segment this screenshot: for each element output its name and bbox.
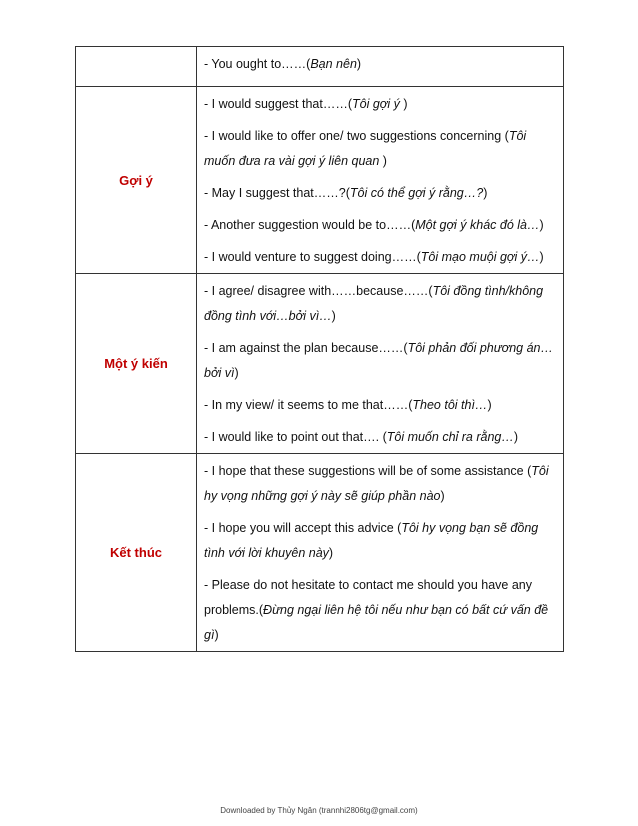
table-row — [76, 274, 564, 454]
phrase-end: ) — [331, 309, 336, 323]
phrase-en: - I would like to offer one/ two suggestions concerning ( — [204, 129, 509, 143]
phrase-end: ) — [483, 186, 488, 200]
phrase-vi: Tôi hy vọng bạn sẽ đồng tình với lời khuyên này — [204, 521, 539, 560]
phrase-end: ) — [379, 154, 387, 168]
row-content — [197, 454, 564, 652]
phrase-item — [204, 52, 555, 77]
row-content — [197, 87, 564, 274]
phrase-item — [204, 181, 555, 206]
phrase-vi: Tôi phản đối phương án…bởi vì — [204, 341, 554, 380]
phrase-item — [204, 213, 555, 238]
phrase-en: - Another suggestion would be to……( — [204, 218, 416, 232]
phrase-vi: Đừng ngại liên hệ tôi nếu như bạn có bất cứ vấn đề gì — [204, 603, 549, 642]
table-row — [76, 454, 564, 652]
table-row — [76, 47, 564, 87]
phrase-en: - I would suggest that……( — [204, 97, 352, 111]
phrase-vi: Tôi muốn chỉ ra rằng… — [386, 430, 514, 444]
phrase-item — [204, 459, 555, 509]
phrase-end: ) — [214, 628, 219, 642]
phrase-en: - I hope that these suggestions will be of some assistance ( — [204, 464, 532, 478]
row-label — [76, 47, 197, 87]
phrase-item — [204, 516, 555, 566]
phrase-item — [204, 573, 555, 648]
phrase-end: ) — [356, 57, 362, 71]
phrase-end: ) — [399, 97, 408, 111]
row-content — [197, 47, 564, 87]
phrase-item — [204, 124, 555, 174]
phrase-en: - I would venture to suggest doing……( — [204, 250, 421, 264]
phrase-item — [204, 336, 555, 386]
phrase-en: - I would like to point out that…. ( — [204, 430, 387, 444]
phrase-en: - I agree/ disagree with……because……( — [204, 284, 433, 298]
phrase-vi: Tôi gợi ý — [351, 97, 400, 111]
phrase-end: ) — [539, 250, 544, 264]
phrase-en: - May I suggest that……?( — [204, 186, 350, 200]
phrase-end: ) — [539, 218, 544, 232]
phrase-vi: Theo tôi thì… — [412, 398, 488, 412]
phrase-vi: Tôi đồng tình/không đồng tình với…bởi vì… — [204, 284, 544, 323]
phrase-vi: Một gợi ý khác đó là… — [415, 218, 540, 232]
phrase-end: ) — [440, 489, 445, 503]
phrase-end: ) — [234, 366, 239, 380]
row-content — [197, 274, 564, 454]
row-label-mot-y-kien: Một ý kiến — [76, 274, 197, 454]
phrase-vi: Tôi mạo muội gợi ý… — [420, 250, 540, 264]
phrase-vi: Tôi muốn đưa ra vài gợi ý liên quan — [204, 129, 527, 168]
row-label-ket-thuc: Kết thúc — [76, 454, 197, 652]
phrase-en: - You ought to……( — [204, 57, 311, 71]
phrase-en: - I hope you will accept this advice ( — [204, 521, 402, 535]
phrase-en: - Please do not hesitate to contact me should you have any problems.( — [204, 578, 532, 617]
download-footer: Downloaded by Thủy Ngân (trannhi2806tg@gmail.com) — [220, 806, 418, 815]
phrase-end: ) — [487, 398, 492, 412]
phrase-item — [204, 92, 555, 117]
row-label-goi-y: Gợi ý — [76, 87, 197, 274]
phrase-vi: Tôi có thể gợi ý rằng…? — [349, 186, 484, 200]
phrase-item — [204, 279, 555, 329]
phrase-en: - I am against the plan because……( — [204, 341, 408, 355]
phrase-item — [204, 393, 555, 418]
phrase-item — [204, 425, 555, 450]
phrase-en: - In my view/ it seems to me that……( — [204, 398, 413, 412]
phrase-item — [204, 245, 555, 270]
phrase-vi: Tôi hy vọng những gợi ý này sẽ giúp phần nào — [204, 464, 549, 503]
phrase-vi: Bạn nên — [310, 57, 357, 71]
table-row — [76, 87, 564, 274]
phrase-end: ) — [328, 546, 334, 560]
phrases-table — [75, 46, 564, 652]
phrase-end: ) — [513, 430, 519, 444]
